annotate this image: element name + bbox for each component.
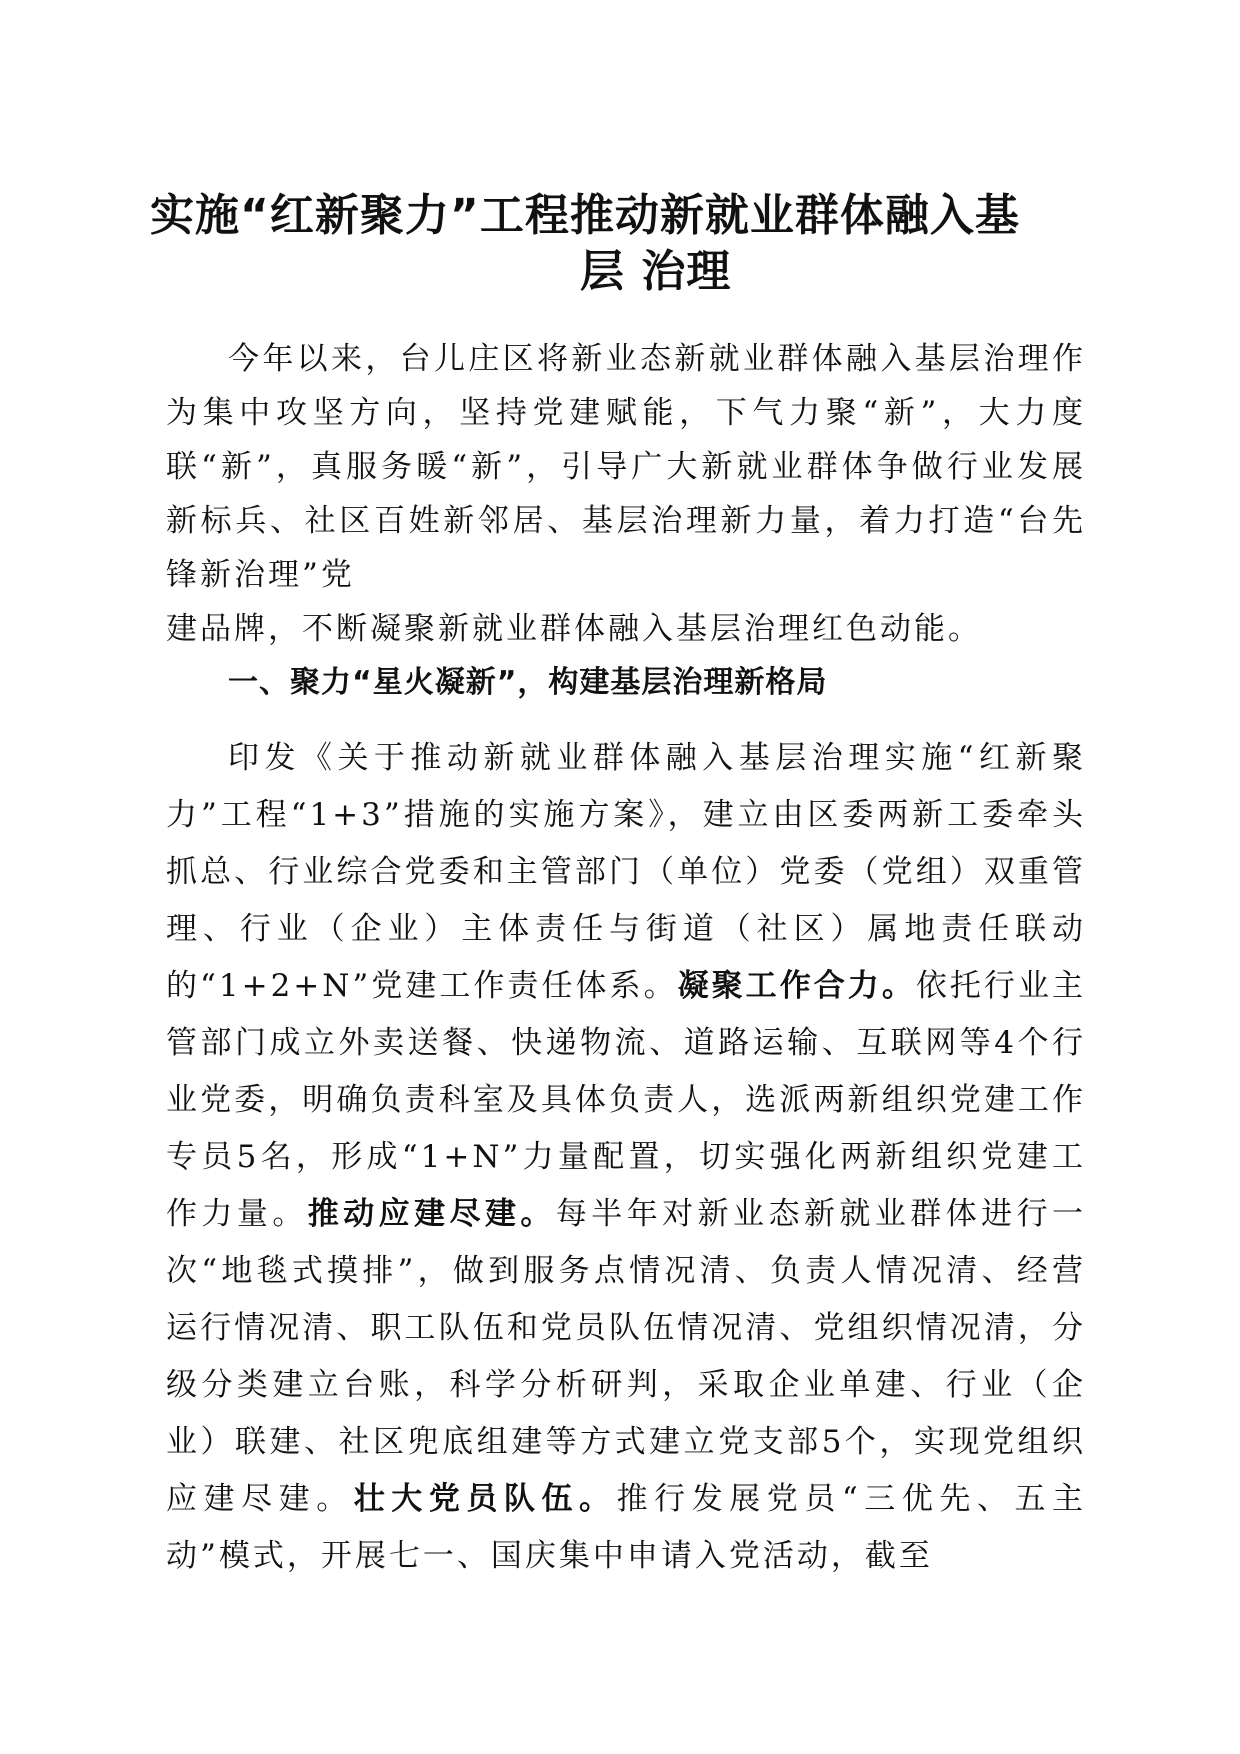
title-line-2: 层 治理 bbox=[580, 246, 732, 297]
section-1-bold-1: 凝聚工作合力。 bbox=[677, 968, 916, 1004]
document-body bbox=[166, 332, 1086, 1585]
section-1-text-1: 印发《关于推动新就业群体融入基层治理实施“红新聚力”工程“1+3”措施的实施方案》，建立由区委两新工委牵头抓总、行业综合党委和主管部门（单位）党委（党组）双重管理、行业（企业）主体责任与街道（社区）属地责任联动的“1+2+N”党建工作责任体系。 bbox=[166, 740, 1086, 1004]
intro-paragraph: 今年以来，台儿庄区将新业态新就业群体融入基层治理作为集中攻坚方向，坚持党建赋能，下气力聚“新”，大力度联“新”，真服务暖“新”，引导广大新就业群体争做行业发展新标兵、社区百姓新邻居、基层治理新力量，着力打造“台先锋新治理”党 bbox=[166, 341, 1086, 593]
section-1-bold-3: 壮大党员队伍。 bbox=[353, 1481, 617, 1517]
document-title bbox=[150, 188, 1100, 300]
section-1-text-4: 推行发展党员“三优先、五主动”模式，开展七一、国庆集中申请入党活动，截至 bbox=[166, 1481, 1087, 1574]
section-1-bold-2: 推动应建尽建。 bbox=[307, 1196, 556, 1232]
section-1-paragraph bbox=[166, 730, 1086, 1585]
intro-paragraph-continued: 建品牌，不断凝聚新就业群体融入基层治理红色动能。 bbox=[166, 611, 982, 647]
title-line-1: 实施“红新聚力”工程推动新就业群体融入基 bbox=[150, 190, 1020, 241]
section-1-text-3: 每半年对新业态新就业群体进行一次“地毯式摸排”，做到服务点情况清、负责人情况清、经营运行情况清、职工队伍和党员队伍情况清、党组织情况清，分级分类建立台账，科学分析研判，采取企业单建、行业（企业）联建、社区兜底组建等方式建立党支部5个，实现党组织应建尽建。 bbox=[166, 1196, 1087, 1517]
section-1-heading: 一、聚力“星火凝新”，构建基层治理新格局 bbox=[228, 665, 828, 700]
section-1-text-2: 依托行业主管部门成立外卖送餐、快递物流、道路运输、互联网等4个行业党委，明确负责科室及具体负责人，选派两新组织党建工作专员5名，形成“1+N”力量配置，切实强化两新组织党建工作力量。 bbox=[166, 968, 1087, 1232]
